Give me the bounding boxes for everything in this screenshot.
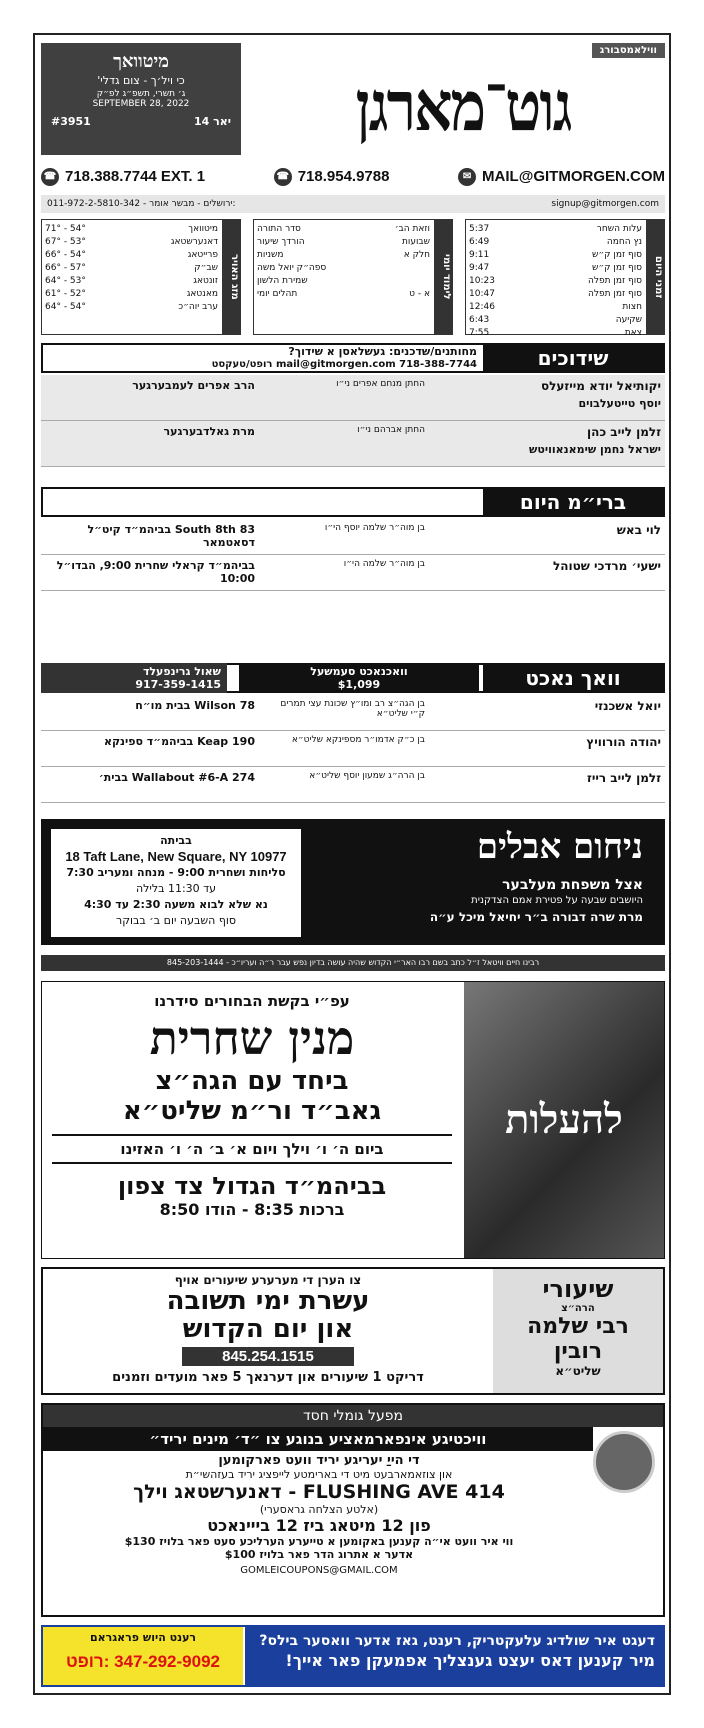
zman-value: 7:55 bbox=[469, 328, 490, 338]
learning-label: שמירת הלשון bbox=[257, 276, 308, 286]
learning-value: חלק א bbox=[403, 250, 430, 260]
weather-label: ערב יוה״כ bbox=[178, 302, 218, 312]
vachnacht-promo: וואכנאכט סעמשעל $1,099 bbox=[239, 665, 479, 691]
bris-detail: בן מוה״ר שלמה יוסף הי״ו bbox=[324, 523, 425, 533]
zman-row bbox=[469, 275, 642, 288]
volume-issue bbox=[41, 115, 241, 128]
learning-row bbox=[257, 236, 430, 249]
learning-label: ספה״ק יואל משה bbox=[257, 263, 327, 273]
weather-label: מזג האויר bbox=[222, 220, 240, 334]
date-box bbox=[41, 43, 241, 155]
weather-row bbox=[45, 275, 218, 288]
zman-value: 5:37 bbox=[469, 224, 490, 234]
signup-email[interactable]: signup@gitmorgen.com bbox=[551, 199, 659, 209]
location-tag: ווילאמסבורג bbox=[592, 43, 665, 58]
weather-value: 64° - 54° bbox=[45, 302, 86, 312]
weather-row bbox=[45, 236, 218, 249]
weather-row bbox=[45, 301, 218, 314]
alt-phone[interactable]: ☎ 718.954.9788 bbox=[274, 168, 390, 186]
bris-place: 83 South 8th בביהמ״ד קיט״ל דסאטמאר bbox=[87, 523, 255, 549]
learning-box bbox=[253, 219, 453, 335]
gmach-top: מפעל גומלי חסד bbox=[43, 1405, 663, 1427]
vachnacht-detail: בן כ״ק אדמו״ר מספינקא שליט״א bbox=[291, 735, 425, 745]
zman-value: 10:47 bbox=[469, 289, 495, 299]
learning-label: הורדך שיעור bbox=[257, 237, 305, 247]
minyan-logo-image: להעלות bbox=[464, 982, 664, 1258]
volume-year: 14 יאר bbox=[193, 115, 231, 128]
footer-yellow: רענט היוש פראגראם 347-292-9092 :רופט bbox=[43, 1627, 243, 1685]
zman-label: צאת bbox=[624, 328, 642, 338]
learning-row bbox=[257, 288, 430, 301]
shidduch-other: יוסף טייטעלבוים bbox=[578, 397, 661, 410]
zman-value: 9:47 bbox=[469, 263, 490, 273]
minyan-text: עפ״י בקשת הבחורים סידרנו מנין שחרית ביחד עם הגה״צ גאב״ד ור״מ שליט״א ביום ה׳ ו׳ וילך ויום א׳ ב׳ ה׳ ו׳ האזינו בביהמ״ד הגדול צד צפון ברכות 8:35 - הודו 8:50 bbox=[42, 982, 462, 1219]
shiurim-rabbi: שיעורי הרה״צ רבי שלמה רובין שליט״א bbox=[493, 1269, 663, 1393]
caterer-box bbox=[41, 663, 227, 693]
zmanim-box bbox=[465, 219, 665, 338]
zman-row bbox=[469, 327, 642, 340]
zman-label: סוף זמן ק״ש bbox=[591, 263, 642, 273]
shidduch-place: מרת גאלדבערגער bbox=[163, 425, 255, 438]
gmach-email[interactable]: GOMLEICOUPONS@GMAIL.COM bbox=[240, 1565, 398, 1576]
bris-place: בביהמ״ד קראלי שחרית 9:00, הבדו״ל 10:00 bbox=[56, 559, 255, 585]
minyan-title: מנין שחרית bbox=[149, 1011, 355, 1065]
info-bar bbox=[41, 195, 665, 213]
learning-row bbox=[257, 262, 430, 275]
shidduch-place: הרב אפרים לעמבערגער bbox=[132, 379, 255, 392]
issue-number: #3951 bbox=[51, 115, 91, 128]
bris-entry bbox=[41, 519, 665, 555]
gmach-headline: וויכטיגע אינפארמאציע בנוגע צו ״ד׳ מינים יריד״ bbox=[43, 1427, 593, 1451]
weather-value: 66° - 57° bbox=[45, 263, 86, 273]
shiurim-phone[interactable]: 845.254.1515 bbox=[182, 1347, 354, 1366]
email-link[interactable]: ✉ MAIL@GITMORGEN.COM bbox=[458, 168, 665, 186]
bris-entry bbox=[41, 555, 665, 591]
shiurim-ad bbox=[41, 1267, 665, 1395]
vachnacht-detail: בן הגה״צ רב ומו״ץ שכונת עצי תמרים ק״י שליט״א bbox=[280, 699, 425, 719]
shidduchim-note: מחותנים/שדכנים: געשלאסן א שידוך? mail@gitmorgen.com 718-388-7744 רופט/טעקסט bbox=[211, 345, 477, 370]
vachnacht-detail: בן הרה״ג שמעון יוסף שליט״א bbox=[309, 771, 425, 781]
weekday: מיטוואך bbox=[113, 51, 169, 72]
weather-label: דאנערשטאג bbox=[170, 237, 218, 247]
weather-value: 61° - 52° bbox=[45, 289, 86, 299]
zman-label: סוף זמן תפלה bbox=[588, 289, 642, 299]
shidduch-entry bbox=[41, 375, 665, 421]
parsha: כי ויל׳ך - צום גדלי' bbox=[97, 74, 185, 87]
vachnacht-name: זלמן לייב רייז bbox=[587, 771, 661, 785]
shiurim-text: צו הערן די מערערע שיעורים אויף עשרת ימי תשובה און יום הקדוש 845.254.1515 דריקט 1 שיעורים און דערנאך 5 פאר מועדים וזמנים bbox=[112, 1273, 424, 1385]
zman-row bbox=[469, 314, 642, 327]
newspaper-page bbox=[33, 33, 671, 1695]
learning-label: משניות bbox=[257, 250, 284, 260]
zman-label: עלות השחר bbox=[596, 224, 642, 234]
weather-value: 64° - 53° bbox=[45, 276, 86, 286]
mourning-details: אצל משפחת מעלבער היושבים שבעה על פטירת אמם הצדקנית מרת שרה דבורה ב״ר יחיאל מיכל ע״ה bbox=[429, 877, 643, 924]
zman-row bbox=[469, 223, 642, 236]
weather-label: זונטאג bbox=[193, 276, 218, 286]
learning-label: סדר התורה bbox=[257, 224, 301, 234]
learning-value: א - ט bbox=[409, 289, 430, 299]
zmanim-list bbox=[469, 223, 642, 340]
zman-row bbox=[469, 236, 642, 249]
zman-label: שקיעה bbox=[615, 315, 642, 325]
mail-icon: ✉ bbox=[458, 168, 476, 186]
vachnacht-label: וואך נאכט bbox=[483, 665, 663, 691]
footer-blue: דעגט איר שולדיג עלעקטריק, רענט, גאז אדער וואסער בילס? מיר קענען דאס יעצט גענצליך אפמעקן פאר אייך! bbox=[245, 1627, 663, 1685]
english-date: SEPTEMBER 28, 2022 bbox=[92, 99, 190, 109]
zman-label: סוף זמן תפלה bbox=[588, 276, 642, 286]
weather-label: שב״ק bbox=[194, 263, 218, 273]
zman-value: 6:49 bbox=[469, 237, 490, 247]
bris-detail: בן מוה״ר שלמה הי״ו bbox=[343, 559, 425, 569]
zman-label: נץ החמה bbox=[606, 237, 642, 247]
weather-box bbox=[41, 219, 241, 335]
mourning-box bbox=[41, 819, 665, 945]
gmach-body: די הייַ יעריגע יריד וועט פארקומען און צוזאמארבעט מיט די בארימטע לייפציג יריד בעזהשי״ת 414 FLUSHING AVE - דאנערשטאג וילך (אלטע הצלחה גראסערי) פון 12 מיטאג ביז 12 בייינאכט ווי איר וועט אי״ה קענען באקומען א טייערע הערליכע סעט פאר בלויז $130 אדער א אתרוג הדר פאר בלויז $100 GOMLEICOUPONS@GMAIL.COM bbox=[43, 1451, 663, 1576]
zmanim-label: זמני היום bbox=[646, 220, 664, 334]
phone-icon: ☎ bbox=[41, 168, 59, 186]
vachnacht-place: 274 Wallabout #6-A בבית׳ bbox=[98, 771, 255, 784]
bris-name: לוי באש bbox=[616, 523, 661, 537]
times-section bbox=[41, 219, 665, 337]
header bbox=[41, 39, 665, 157]
vachnacht-name: יהודה הורוויץ bbox=[586, 735, 661, 749]
shidduchim-label: שידוכים bbox=[483, 345, 663, 371]
gmach-ad bbox=[41, 1403, 665, 1617]
footer-phone[interactable]: 347-292-9092 :רופט bbox=[66, 1652, 220, 1671]
learning-label: תהלים יומי bbox=[257, 289, 298, 299]
minyan-ad bbox=[41, 981, 665, 1259]
learning-row bbox=[257, 223, 430, 236]
zman-value: 9:11 bbox=[469, 250, 490, 260]
weather-value: 71° - 54° bbox=[45, 224, 86, 234]
zman-row bbox=[469, 301, 642, 314]
learning-row bbox=[257, 249, 430, 262]
main-phone[interactable]: ☎ 718.388.7744 EXT. 1 bbox=[41, 168, 205, 186]
weather-label: מיטוואך bbox=[188, 224, 218, 234]
vachnacht-place: 190 Keap בביהמ״ד ספינקא bbox=[103, 735, 255, 748]
weather-row bbox=[45, 288, 218, 301]
zman-row bbox=[469, 249, 642, 262]
mourning-title: ניחום אבלים bbox=[476, 827, 643, 867]
contact-bar bbox=[41, 163, 665, 191]
vachnacht-name: יואל אשכנזי bbox=[594, 699, 661, 713]
zman-label: סוף זמן ק״ש bbox=[591, 250, 642, 260]
shidduch-name: יקותיאל יודא מייזעלס bbox=[541, 379, 661, 393]
weather-list bbox=[45, 223, 218, 314]
zman-value: 10:23 bbox=[469, 276, 495, 286]
shidduch-detail: החתן אברהם ני״ו bbox=[357, 425, 425, 435]
learning-label: לימוד יומי bbox=[434, 220, 452, 334]
weather-row bbox=[45, 249, 218, 262]
zman-value: 12:46 bbox=[469, 302, 495, 312]
brisim-header bbox=[41, 487, 665, 517]
shidduchim-header bbox=[41, 343, 665, 373]
footer-ad bbox=[41, 1625, 665, 1687]
learning-list bbox=[257, 223, 430, 301]
vachnacht-entry bbox=[41, 731, 665, 767]
learning-value: שבועות bbox=[401, 237, 430, 247]
zman-row bbox=[469, 262, 642, 275]
zman-label: חצות bbox=[622, 302, 642, 312]
caterer-name: שאול גרינפעלד bbox=[142, 665, 221, 678]
bris-name: ישעי׳ מרדכי שטוהל bbox=[552, 559, 661, 573]
vachnacht-place: 78 Wilson בבית מו״ח bbox=[135, 699, 255, 712]
hebrew-date: ג׳ תשרי, תשפ״ג לפ״ק bbox=[96, 89, 186, 99]
notice-strip: רבינו חיים וויטאל ז״ל כתב בשם רבו האר״י הקדוש שהיה עושה בדיון נפש עבר ר״ה ועריו״כ - 845-203-1444 bbox=[41, 955, 665, 971]
weather-label: פרייטאג bbox=[187, 250, 218, 260]
learning-value: וזאת הב׳ bbox=[394, 224, 430, 234]
shidduch-name: זלמן לייב כהן bbox=[586, 425, 661, 439]
gmach-logo-icon bbox=[593, 1431, 655, 1493]
masthead-title: גוט־מארגן bbox=[355, 66, 571, 148]
caterer-phone[interactable]: 917-359-1415 bbox=[135, 678, 221, 691]
weather-value: 67° - 53° bbox=[45, 237, 86, 247]
learning-row bbox=[257, 275, 430, 288]
mourning-address-box: בביתה 18 Taft Lane, New Square, NY 10977 סליחות ושחרית 9:00 - מנחה ומעריב 7:30 עד 11:30 בלילה נא שלא לבוא משעה 2:30 עד 4:30 סוף השבעה יום ב׳ בבוקר bbox=[51, 829, 301, 937]
mourning-address: 18 Taft Lane, New Square, NY 10977 bbox=[65, 849, 287, 864]
israel-phone: 011-972-2-5810-342 - ירושלים - מבשר אומר: bbox=[47, 199, 236, 209]
brisim-label: ברי״מ היום bbox=[483, 489, 663, 515]
vachnacht-entry bbox=[41, 695, 665, 731]
vachnacht-entry bbox=[41, 767, 665, 803]
shidduch-entry bbox=[41, 421, 665, 467]
zman-row bbox=[469, 288, 642, 301]
zman-value: 6:43 bbox=[469, 315, 490, 325]
shidduch-other: ישראל נחמן שימאנאוויטש bbox=[529, 443, 661, 456]
weather-row bbox=[45, 223, 218, 236]
weather-value: 66° - 54° bbox=[45, 250, 86, 260]
weather-label: מאנטאג bbox=[186, 289, 218, 299]
phone-icon: ☎ bbox=[274, 168, 292, 186]
weather-row bbox=[45, 262, 218, 275]
shidduch-detail: החתן מנחם אפרים ני״ו bbox=[336, 379, 425, 389]
